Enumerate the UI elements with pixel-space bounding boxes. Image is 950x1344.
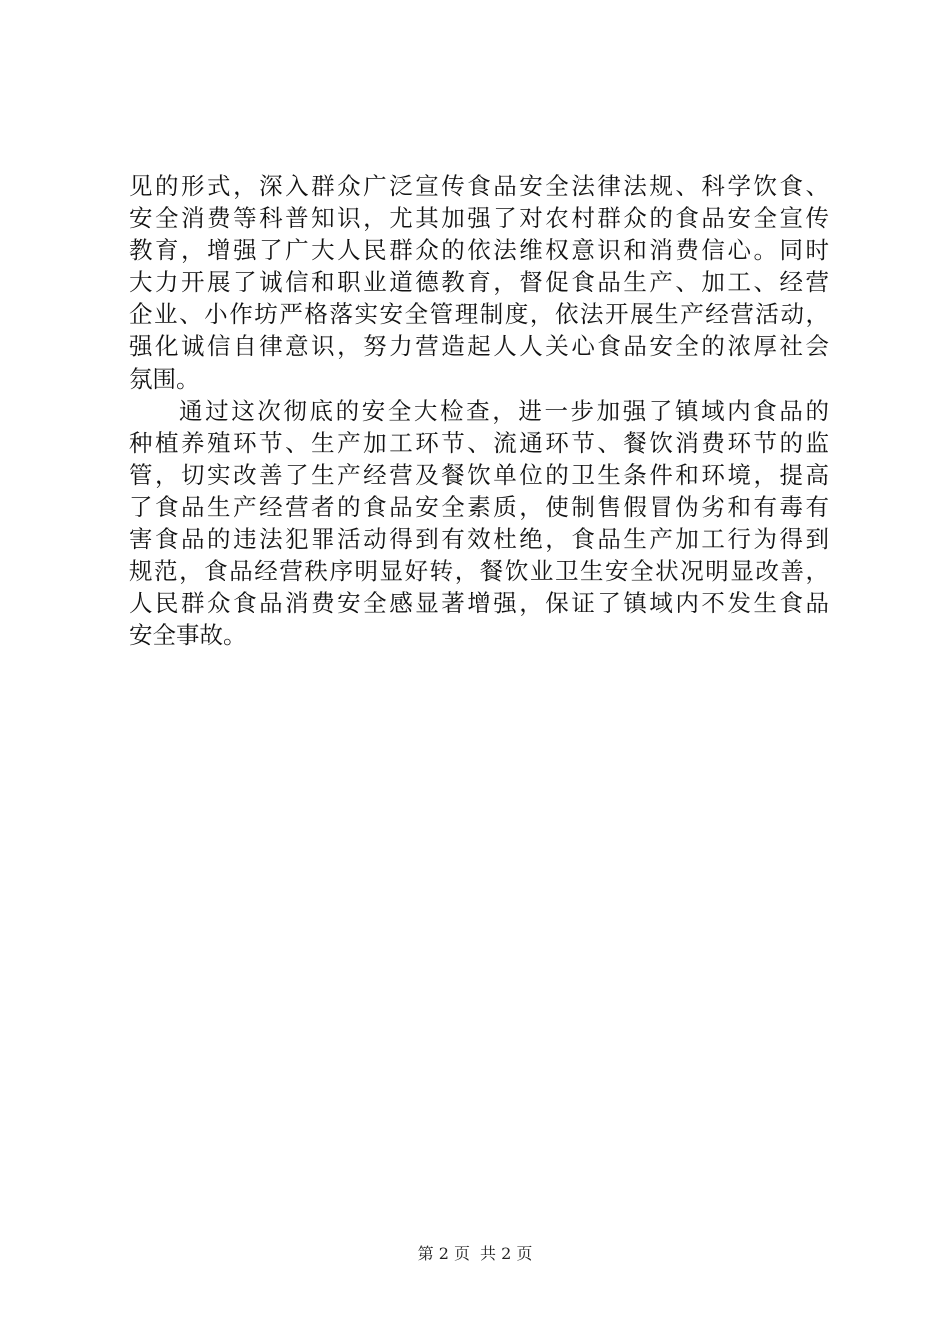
text-line: 管，切实改善了生产经营及餐饮单位的卫生条件和环境，提高 xyxy=(129,460,829,489)
text-line: 企业、小作坊严格落实安全管理制度，依法开展生产经营活动， xyxy=(129,300,829,329)
paragraph-first-line: 通过这次彻底的安全大检查，进一步加强了镇域内食品的 xyxy=(179,396,829,425)
text-line: 教育，增强了广大人民群众的依法维权意识和消费信心。同时 xyxy=(129,236,829,265)
text-line: 人民群众食品消费安全感显著增强，保证了镇域内不发生食品 xyxy=(129,589,829,618)
text-line: 规范，食品经营秩序明显好转，餐饮业卫生安全状况明显改善， xyxy=(129,557,829,586)
text-line: 了食品生产经营者的食品安全素质，使制售假冒伪劣和有毒有 xyxy=(129,492,829,521)
text-line: 害食品的违法犯罪活动得到有效杜绝，食品生产加工行为得到 xyxy=(129,525,829,554)
page-number: 第 2 页 xyxy=(417,1244,470,1263)
text-line: 见的形式，深入群众广泛宣传食品安全法律法规、科学饮食、 xyxy=(129,172,829,200)
text-line: 氛围。 xyxy=(129,364,200,393)
text-line: 安全事故。 xyxy=(129,621,247,650)
total-pages: 共 2 页 xyxy=(480,1244,533,1263)
text-line: 大力开展了诚信和职业道德教育，督促食品生产、加工、经营 xyxy=(129,268,829,297)
text-line: 安全消费等科普知识，尤其加强了对农村群众的食品安全宣传 xyxy=(129,204,829,233)
text-line: 强化诚信自律意识，努力营造起人人关心食品安全的浓厚社会 xyxy=(129,332,829,361)
text-line: 种植养殖环节、生产加工环节、流通环节、餐饮消费环节的监 xyxy=(129,428,829,457)
page-footer xyxy=(0,1244,950,1264)
body-text xyxy=(129,170,829,651)
